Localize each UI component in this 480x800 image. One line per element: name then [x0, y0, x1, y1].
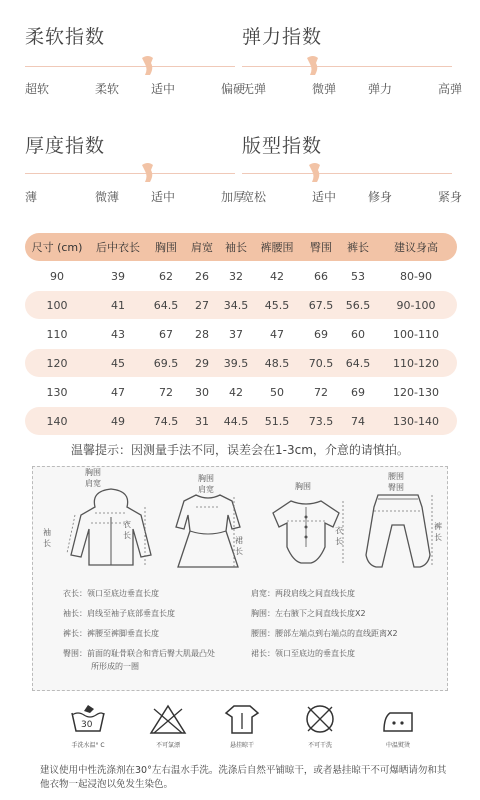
- cell-pants-length: 74: [351, 414, 365, 428]
- cell-chest: 69.5: [153, 356, 179, 370]
- cell-hip: 66: [314, 269, 328, 283]
- pants-length-label: 裤长: [434, 522, 442, 542]
- thickness-index-title: 厚度指数: [25, 135, 106, 157]
- table-row: [25, 320, 457, 348]
- header-hip: 臀围: [310, 241, 332, 254]
- cell-hip: 70.5: [308, 356, 334, 370]
- cell-height: 120-130: [393, 385, 439, 399]
- wash-instructions: 建议使用中性洗涤剂在30°左右温水手洗。洗涤后自然平铺晾干，或者悬挂晾干不可爆晒请勿和其他衣物一起浸泡以免发生染色。: [40, 765, 447, 790]
- cell-back-length: 39: [111, 269, 125, 283]
- index-marker-icon: [137, 162, 159, 184]
- cell-pants-length: 69: [351, 385, 365, 399]
- no-dry-clean-icon: [300, 703, 340, 735]
- header-pants-length: 裤长: [347, 241, 369, 254]
- index-marker-icon: [304, 162, 326, 184]
- care-hand-wash: [58, 703, 118, 749]
- desc-coat-length: 衣长：领口至底边垂直长度: [63, 589, 159, 598]
- table-row: [25, 407, 457, 435]
- cell-waist: 47: [270, 327, 284, 341]
- dress-figure: [168, 487, 248, 577]
- fit-label-2: 修身: [367, 190, 392, 204]
- wash-temperature: 30: [81, 720, 93, 730]
- header-sleeve: 袖长: [225, 241, 247, 254]
- thickness-index: [25, 131, 245, 204]
- softness-index-title: 柔软指数: [25, 26, 106, 48]
- cell-height: 130-140: [393, 414, 439, 428]
- care-label-0: 手洗水温° C: [71, 742, 105, 749]
- care-label-4: 中温熨烫: [385, 742, 410, 749]
- size-table: [25, 233, 457, 435]
- thickness-label-3: 加厚: [220, 190, 245, 204]
- cell-shoulder: 30: [195, 385, 209, 399]
- cell-waist: 45.5: [264, 298, 290, 312]
- care-medium-iron: [368, 703, 428, 749]
- jacket-length-label: 衣长: [123, 520, 131, 540]
- cell-size: 100: [46, 298, 68, 312]
- cell-sleeve: 44.5: [223, 414, 249, 428]
- cell-pants-length: 64.5: [345, 356, 371, 370]
- header-shoulder: 肩宽: [191, 241, 213, 254]
- cell-chest: 74.5: [153, 414, 179, 428]
- desc-pants-length: 裤长：裤腰至裤脚垂直长度: [63, 629, 159, 638]
- elasticity-label-1: 微弹: [311, 82, 336, 96]
- cell-back-length: 41: [111, 298, 125, 312]
- cell-sleeve: 32: [229, 269, 243, 283]
- hang-dry-icon: [222, 703, 262, 735]
- thickness-index-bar: [25, 173, 235, 174]
- dress-length-label: 裙长: [235, 536, 243, 556]
- cell-sleeve: 37: [229, 327, 243, 341]
- desc-chest: 胸围：左右腋下之间直线长度X2: [251, 609, 366, 618]
- cell-size: 130: [46, 385, 68, 399]
- hand-wash-icon: [68, 703, 108, 735]
- cell-shoulder: 27: [195, 298, 209, 312]
- softness-index-bar: [25, 66, 235, 67]
- care-label-3: 不可干洗: [307, 742, 332, 749]
- fit-label-3: 紧身: [437, 190, 462, 204]
- header-waist: 裤腰围: [260, 241, 294, 254]
- cell-size: 140: [46, 414, 68, 428]
- cell-pants-length: 60: [351, 327, 365, 341]
- elasticity-label-3: 高弹: [437, 82, 462, 96]
- cell-waist: 51.5: [264, 414, 290, 428]
- care-no-dry-clean: [290, 703, 350, 749]
- thickness-label-2: 适中: [150, 190, 175, 204]
- desc-hip: 臀围：前面的耻骨联合和背后臀大肌最凸处: [63, 649, 215, 658]
- softness-label-1: 柔软: [94, 82, 119, 96]
- header-chest: 胸围: [155, 241, 177, 254]
- desc-sleeve-length: 袖长：肩线至袖子底部垂直长度: [63, 609, 175, 618]
- header-size: 尺寸 (cm): [31, 241, 83, 254]
- fit-label-0: 宽松: [242, 190, 267, 204]
- care-hang-dry: [212, 703, 272, 749]
- cell-chest: 62: [159, 269, 173, 283]
- fit-index: [242, 131, 462, 204]
- cell-back-length: 49: [111, 414, 125, 428]
- care-label-1: 不可氯漂: [155, 742, 180, 749]
- elasticity-label-2: 弹力: [367, 82, 392, 96]
- desc-shoulder: 肩宽：两段肩线之间直线长度: [251, 589, 355, 598]
- cell-pants-length: 53: [351, 269, 365, 283]
- elasticity-index-bar: [242, 66, 452, 67]
- softness-label-3: 偏硬: [220, 82, 245, 96]
- table-row: [25, 378, 457, 406]
- desc-hip-cont: 所形成的一圈: [91, 662, 139, 671]
- fit-label-1: 适中: [311, 190, 336, 204]
- fit-index-title: 版型指数: [242, 135, 323, 157]
- jacket-sleeve-label: 袖长: [43, 528, 51, 548]
- pants-figure: [358, 485, 438, 575]
- cell-hip: 73.5: [308, 414, 334, 428]
- cell-shoulder: 26: [195, 269, 209, 283]
- cell-waist: 42: [270, 269, 284, 283]
- table-row: [25, 291, 457, 319]
- cell-back-length: 47: [111, 385, 125, 399]
- cell-size: 90: [50, 269, 64, 283]
- softness-label-2: 适中: [150, 82, 175, 96]
- fit-index-bar: [242, 173, 452, 174]
- softness-index: [25, 22, 245, 96]
- cell-size: 120: [46, 356, 68, 370]
- elasticity-index: [242, 22, 462, 96]
- cell-sleeve: 42: [229, 385, 243, 399]
- care-no-bleach: [138, 703, 198, 749]
- cell-waist: 48.5: [264, 356, 290, 370]
- cell-hip: 69: [314, 327, 328, 341]
- cell-shoulder: 28: [195, 327, 209, 341]
- cell-chest: 67: [159, 327, 173, 341]
- care-label-2: 悬挂晾干: [229, 742, 254, 749]
- elasticity-index-title: 弹力指数: [242, 26, 323, 48]
- cell-height: 80-90: [400, 269, 432, 283]
- cell-shoulder: 29: [195, 356, 209, 370]
- cell-height: 110-120: [393, 356, 439, 370]
- thickness-label-1: 微薄: [94, 190, 119, 204]
- cell-chest: 64.5: [153, 298, 179, 312]
- romper-chest-label: 胸围: [295, 482, 311, 491]
- desc-waist: 腰围：腰部左端点到右端点的直线距离X2: [251, 629, 398, 638]
- pants-hip-label: 臀围: [388, 483, 404, 492]
- dress-chest-label: 胸围: [198, 474, 214, 483]
- cell-waist: 50: [270, 385, 284, 399]
- jacket-figure: [61, 477, 161, 577]
- medium-iron-icon: [378, 703, 418, 735]
- no-bleach-icon: [148, 703, 188, 735]
- cell-back-length: 43: [111, 327, 125, 341]
- table-row: [25, 349, 457, 377]
- cell-hip: 72: [314, 385, 328, 399]
- cell-pants-length: 56.5: [345, 298, 371, 312]
- size-table-header: [25, 233, 457, 261]
- cell-size: 110: [46, 327, 68, 341]
- cell-shoulder: 31: [195, 414, 209, 428]
- table-row: [25, 262, 457, 290]
- cell-hip: 67.5: [308, 298, 334, 312]
- header-height: 建议身高: [394, 241, 438, 254]
- cell-sleeve: 34.5: [223, 298, 249, 312]
- cell-sleeve: 39.5: [223, 356, 249, 370]
- softness-label-0: 超软: [25, 82, 50, 96]
- jacket-shoulder-label: 肩宽: [85, 479, 101, 488]
- cell-chest: 72: [159, 385, 173, 399]
- measurement-guide: [32, 466, 448, 691]
- romper-length-label: 衣长: [335, 526, 343, 546]
- index-marker-icon: [137, 55, 159, 77]
- pants-waist-label: 腰围: [388, 472, 404, 481]
- cell-back-length: 45: [111, 356, 125, 370]
- jacket-chest-label: 胸围: [85, 468, 101, 477]
- dress-shoulder-label: 肩宽: [198, 485, 214, 494]
- thickness-label-0: 薄: [25, 190, 38, 204]
- cell-height: 100-110: [393, 327, 439, 341]
- desc-skirt-length: 裙长：领口至底边的垂直长度: [251, 649, 355, 658]
- cell-height: 90-100: [396, 298, 436, 312]
- index-marker-icon: [302, 55, 324, 77]
- elasticity-label-0: 无弹: [242, 82, 267, 96]
- measurement-tip: 温馨提示：因测量手法不同，误差会在1-3cm，介意的请慎拍。: [71, 443, 409, 457]
- header-back-length: 后中衣长: [96, 241, 140, 254]
